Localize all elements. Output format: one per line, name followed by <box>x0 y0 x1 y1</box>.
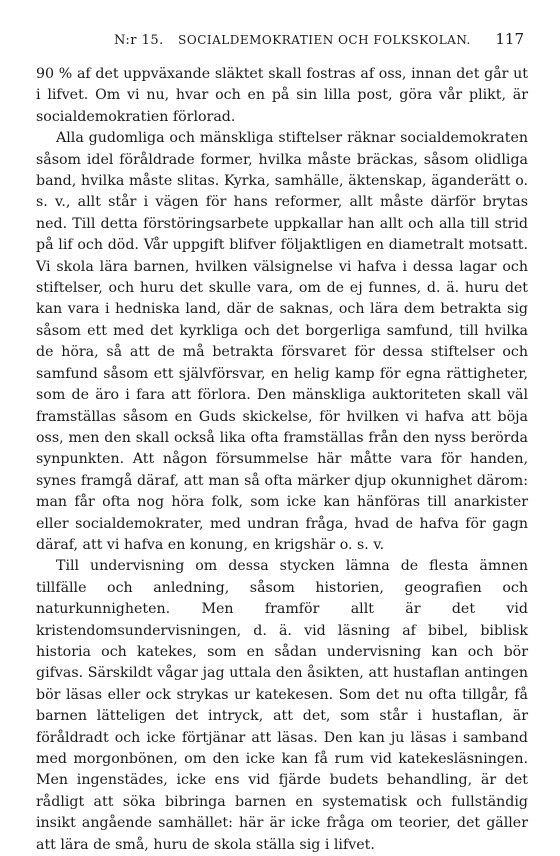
running-head-text <box>36 33 471 48</box>
issue-number: N:r 15. <box>114 33 164 48</box>
paragraph: Till undervisning om dessa stycken lämna de flesta ämnen tillfälle och anledning, såsom historien, geografien och naturkunnigheten. Men framför allt är det vid kristendomsundervisningen, d. ä. vid läsning af bibel, biblisk historia och katekes, som en sådan undervisning kan och bör gifvas. Särskildt vågar jag uttala den åsikten, att hustaflan antingen bör läsas eller ock strykas ur katekesen. Som det nu ofta tillgår, få barnen lätteligen det intryck, att det, som står i hustaflan, är föråldradt och icke förtjänar att läsas. Den kan ju läsas i samband med morgonbönen, om den icke kan få rum vid katekesläsningen. Men ingenstädes, icke ens vid fjärde budets behandling, är det rådligt att söka bibringa barnen en systematisk och fullständig insikt angående samhället: här är icke fråga om teorier, det gäller att lära de små, huru de skola ställa sig i lifvet. <box>36 558 528 853</box>
paragraph: Alla gudomliga och mänskliga stiftelser räknar socialdemokraten såsom idel föråldrade former, hvilka måste bräckas, såsom olidliga band, hvilka måste slitas. Kyrka, samhälle, äktenskap, äganderätt o. s. v., allt står i vägen för hans reformer, allt måste därför brytas ned. Till detta förstöringsarbete uppkallar han allt och alla till strid på lif och död. Vår uppgift blifver följaktligen en diametralt motsatt. Vi skola lära barnen, hvilken välsignelse vi hafva i dessa lagar och stiftelser, och huru det skulle vara, om de ej funnes, d. ä. huru det kan vara i hedniska land, där de saknas, och lära dem betrakta sig såsom ett med det kyrkliga och det borgerliga samfund, till hvilka de höra, så att de må betrakta försvaret för dessa stiftelser och samfund såsom ett självförsvar, en helig kamp för egna rättigheter, som de äro i fara att förlora. Den mänskliga auktoriteten skall väl framställas såsom en Guds skickelse, för hvilken vi hafva att böja oss, men den skall också lika ofta framställas från den nyss berörda synpunkten. Att någon försummelse här måtte vara för handen, synes framgå däraf, att man så ofta märker djup okunnighet därom: man får ofta nog höra folk, som icke kan hänföras till anarkister eller socialdemokrater, med undran fråga, hvad de hafva för gagn däraf, att vi hafva en konung, en krigshär o. s. v. <box>36 130 528 553</box>
page-number: 117 <box>495 30 524 48</box>
paragraph-continued: 90 % af det uppväxande släktet skall fostras af oss, innan det går ut i lifvet. Om vi nu, hvar och en på sin lilla post, göra vår plikt, är socialdemokratien förlorad. <box>36 66 528 125</box>
book-page <box>36 30 528 856</box>
body-text <box>36 64 528 856</box>
running-head <box>36 30 528 50</box>
running-title: SOCIALDEMOKRATIEN OCH FOLKSKOLAN. <box>178 33 471 47</box>
